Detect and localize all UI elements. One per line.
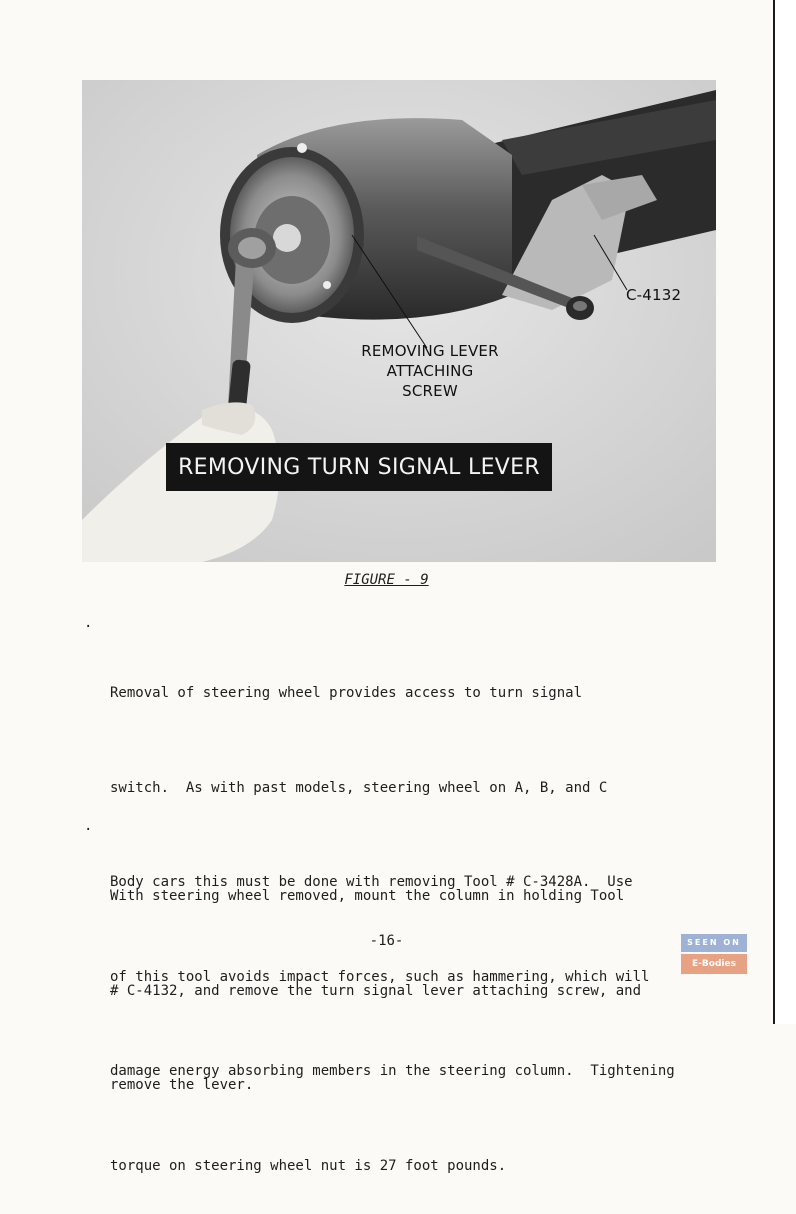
text-line: of this tool avoids impact forces, such as hammering, which will [110, 968, 650, 985]
text-line: torque on steering wheel nut is 27 foot pounds. [110, 1157, 507, 1174]
bullet-1: . [84, 615, 93, 631]
figure-number [0, 572, 773, 588]
text-line: Body cars this must be done with removing Tool # C-3428A. Use [110, 874, 633, 890]
text-line: damage energy absorbing members in the steering column. Tightening [110, 1063, 675, 1079]
figure-number-text: FIGURE - 9 [344, 572, 429, 588]
callout-tool: C-4132 [626, 286, 682, 304]
figure-photo [82, 80, 716, 562]
text-line: remove the lever. [110, 1077, 254, 1093]
bullet-2: . [84, 818, 93, 834]
text-line: # C-4132, and remove the turn signal lever attaching screw, and [110, 982, 642, 999]
callout-screw-line1: REMOVING LEVER [361, 342, 499, 360]
callout-screw [360, 341, 500, 401]
watermark-top: SEEN ON [681, 934, 747, 952]
paragraph-2 [110, 818, 770, 1133]
text-line: With steering wheel removed, mount the column in holding Tool [110, 888, 625, 904]
page-margin [775, 0, 796, 1024]
figure-caption: REMOVING TURN SIGNAL LEVER [166, 443, 552, 491]
callout-screw-line2: ATTACHING SCREW [386, 362, 474, 400]
watermark-bottom: E-Bodies [681, 954, 747, 974]
text-line: Removal of steering wheel provides access to turn signal [110, 685, 583, 701]
page-number: -16- [369, 933, 404, 949]
text-line: switch. As with past models, steering wheel on A, B, and C [110, 779, 608, 796]
watermark-logo [681, 934, 747, 974]
